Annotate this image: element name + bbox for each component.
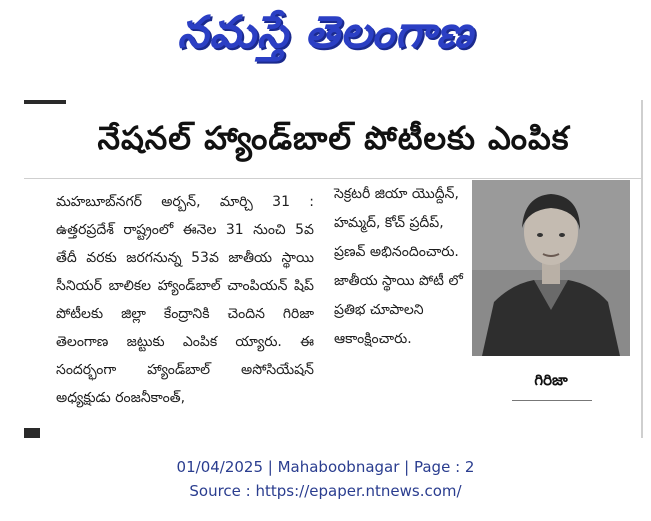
masthead-title: నమస్తే తెలంగాణ (177, 7, 474, 58)
masthead-logo (0, 6, 651, 70)
edition-info: 01/04/2025 | Mahaboobnagar | Page : 2 (176, 458, 475, 476)
headline-divider (24, 178, 643, 179)
top-rule (24, 100, 66, 104)
bottom-marker (24, 428, 40, 438)
player-photo (472, 180, 630, 356)
article-body-column-2: సెక్రటరీ జియా యొద్దీన్, హమ్మద్, కోచ్ ప్రదీప్, ప్రణవ్ అభినందించారు. జాతీయ స్థాయి పోటీ లో ప్రతిభ చూపాలని ఆకాంక్షించారు. (334, 186, 463, 347)
caption-underline (512, 400, 592, 401)
article-body-column-1: మహబూబ్‌నగర్ అర్బన్, మార్చి 31 : ఉత్తరప్రదేశ్ రాష్ట్రంలో ఈనెల 31 నుంచి 5వ తేదీ వరకు జరగనున్న 53వ జాతీయ స్థాయి సీనియర్ బాలికల హ్యాండ్‌బాల్ చాంపియన్ షిప్ పోటీలకు జిల్లా కేంద్రానికి చెందిన గిరిజా తెలంగాణ జట్టుకు ఎంపిక య్యారు. ఈ సందర్భంగా హ్యాండ్‌బాల్ అసోసియేషన్ అధ్యక్షుడు రంజనీకాంత్, (56, 194, 314, 406)
photo-caption: గిరిజా (534, 371, 568, 389)
player-photo-illustration (472, 180, 630, 356)
source-link[interactable]: Source : https://epaper.ntnews.com/ (189, 482, 462, 500)
article-headline: నేషనల్ హ్యాండ్‌బాల్ పోటీలకు ఎంపిక (97, 119, 570, 157)
